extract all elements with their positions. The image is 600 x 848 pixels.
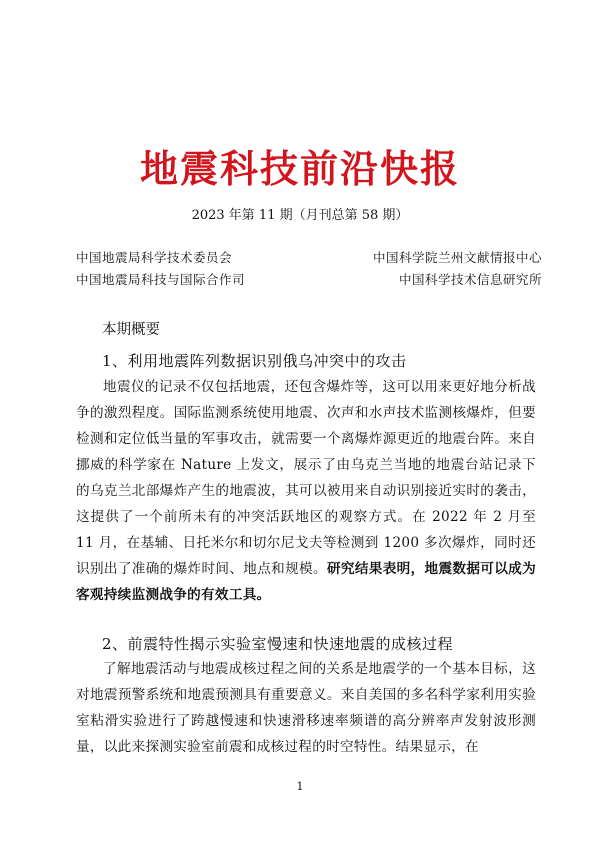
org-left-1: 中国地震局科学技术委员会 [76,250,233,265]
section-2-body: 了解地震活动与地震成核过程之间的关系是地震学的一个基本目标，这对地震预警系统和地震预测具有重要意义。来自美国的多名科学家利用实验室粘滑实验进行了跨越慢速和快速滑移速率频谱的高分辨率声发射波形测量，以此来探测实验室前震和成核过程的时空特性。结果显示，在 [76,661,536,755]
page-number: 1 [296,780,304,793]
org-right-1: 中国科学院兰州文献情报中心 [372,250,542,265]
section-1-conclusion: 研究结果表明，地震数据可以成为客观持续监测战争的有效工具。 [76,561,536,603]
issue-line: 2023 年第 11 期（月刊总第 58 期） [191,208,409,223]
overview-label: 本期概要 [102,322,160,338]
section-1-body: 地震仪的记录不仅包括地震，还包含爆炸等，这可以用来更好地分析战争的激烈程度。国际监测系统使用地震、次声和水声技术监测核爆炸，但要检测和定位低当量的军事攻击，就需要一个离爆炸源更近的地震台阵。来自挪威的科学家在 Nature 上发文，展示了由乌克兰当地的地震台站记录下的乌克兰北部爆炸产生的地震波，其可以被用来自动识别接近实时的袭击，这提供了一个前所未有的冲突活跃地区的观察方式。在 2022 年 2 月至 11 月，在基辅、日托米尔和切尔尼戈夫等检测到 1200 多次爆炸，同时还识别出了准确的爆炸时间、地点和规模。 [76,379,536,577]
section-2-paragraph [76,656,536,760]
org-left-2: 中国地震局科技与国际合作司 [76,272,246,287]
org-right-2: 中国科学技术信息研究所 [398,272,542,287]
section-2-heading: 2、前震特性揭示实验室慢速和快速地震的成核过程 [102,635,454,653]
section-1-heading: 1、利用地震阵列数据识别俄乌冲突中的攻击 [102,352,407,370]
section-1-paragraph [76,374,536,608]
newsletter-title: 地震科技前沿快报 [139,146,460,191]
